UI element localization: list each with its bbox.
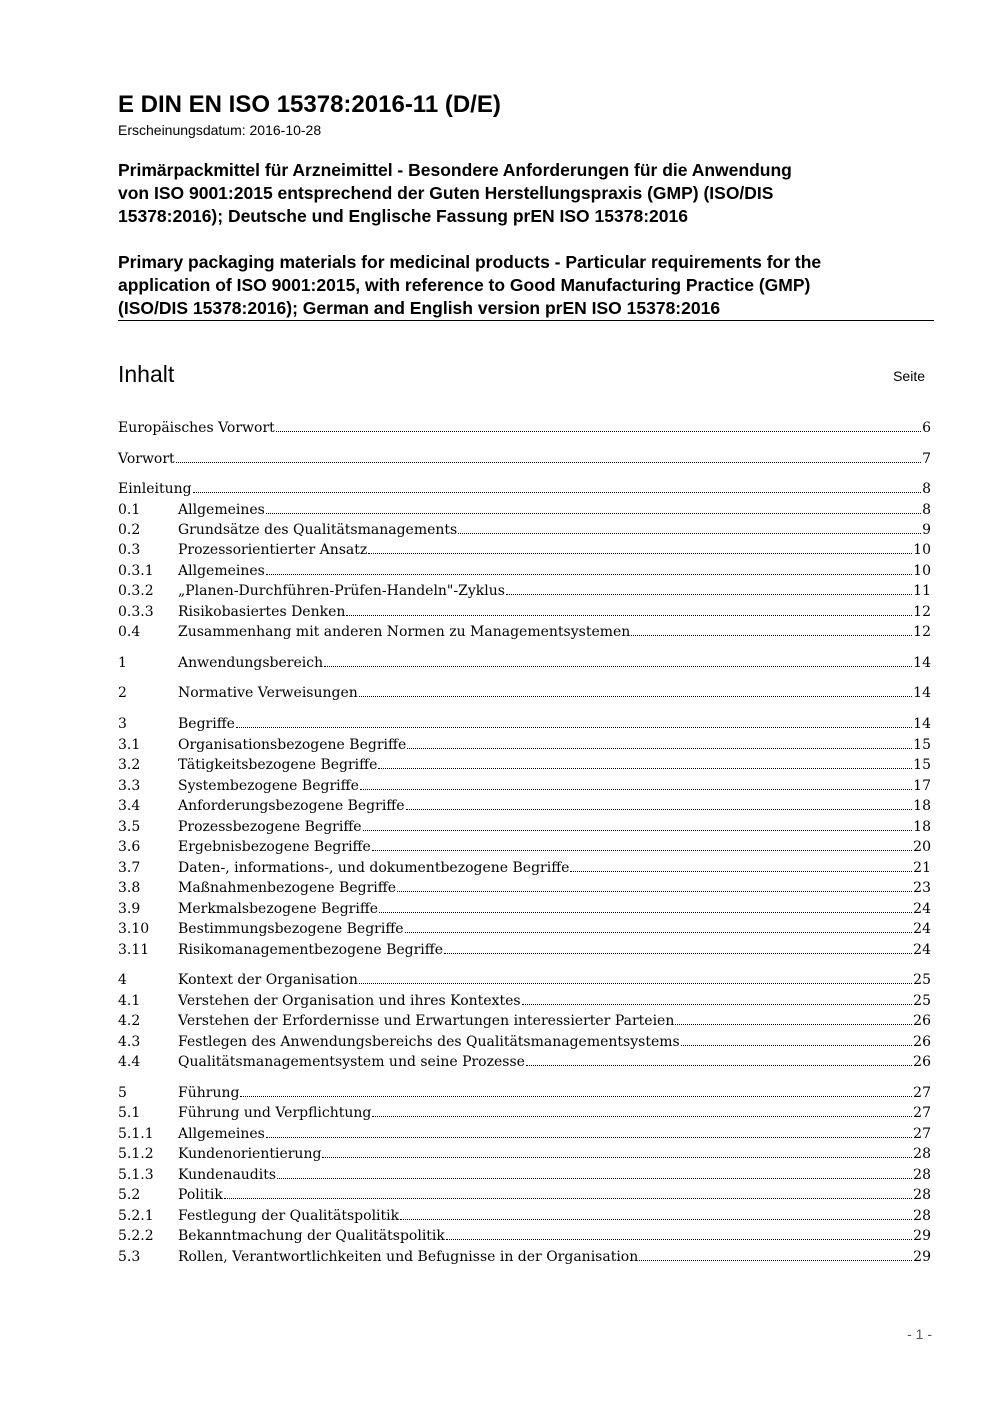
toc-entry-page: 26 — [913, 1013, 931, 1029]
toc-entry-number: 4 — [118, 972, 127, 988]
toc-entry[interactable] — [118, 519, 931, 539]
toc-entry[interactable] — [118, 601, 931, 621]
toc-entry[interactable] — [118, 1102, 931, 1122]
toc-entry-number: 5.2.1 — [118, 1208, 154, 1224]
toc-entry-title: Normative Verweisungen — [178, 685, 358, 701]
toc-entry-number: 3.8 — [118, 880, 141, 896]
toc-entry-title: Grundsätze des Qualitätsmanagements — [178, 522, 458, 538]
toc-dot-leader — [397, 877, 912, 892]
toc-dot-leader — [372, 836, 912, 851]
toc-entry[interactable] — [118, 1123, 931, 1143]
toc-entry[interactable] — [118, 621, 931, 641]
toc-dot-leader — [322, 1143, 912, 1158]
toc-entry-title: Politik — [178, 1187, 223, 1203]
toc-entry[interactable] — [118, 877, 931, 897]
toc-entry-number: 5.1.2 — [118, 1146, 154, 1162]
toc-entry-page: 29 — [913, 1249, 931, 1265]
toc-heading: Inhalt — [118, 361, 175, 387]
toc-entry-page: 21 — [913, 860, 931, 876]
toc-entry-number: 5.2.2 — [118, 1228, 154, 1244]
toc-entry-page: 9 — [922, 522, 931, 538]
toc-entry[interactable] — [118, 795, 931, 815]
title-german-line: 15378:2016); Deutsche und Englische Fassung prEN ISO 15378:2016 — [118, 206, 688, 226]
toc-entry-title: Führung — [178, 1085, 240, 1101]
toc-entry-title: Bekanntmachung der Qualitätspolitik — [178, 1228, 445, 1244]
toc-entry-number: 5.1.1 — [118, 1126, 154, 1142]
toc-dot-leader — [526, 1051, 912, 1066]
toc-entry-page: 17 — [913, 778, 931, 794]
toc-entry-number: 5.1 — [118, 1105, 141, 1121]
toc-entry[interactable] — [118, 560, 931, 580]
toc-entry[interactable] — [118, 969, 931, 989]
toc-dot-leader — [372, 1102, 912, 1117]
toc-entry-number: 5.2 — [118, 1187, 141, 1203]
toc-entry-page: 15 — [913, 737, 931, 753]
toc-dot-leader — [266, 560, 912, 575]
toc-entry-number: 5.3 — [118, 1249, 141, 1265]
toc-entry-title: Führung und Verpflichtung — [178, 1105, 372, 1121]
toc-entry[interactable] — [118, 1246, 931, 1266]
toc-entry[interactable] — [118, 939, 931, 959]
toc-entry-title: Anwendungsbereich — [178, 655, 324, 671]
title-german — [118, 159, 938, 228]
toc-entry-title: Vorwort — [118, 451, 175, 467]
toc-entry-number: 0.3.1 — [118, 563, 154, 579]
toc-entry-page: 29 — [913, 1228, 931, 1244]
toc-dot-leader — [266, 1123, 912, 1138]
toc-entry-number: 5 — [118, 1085, 127, 1101]
toc-entry-title: Europäisches Vorwort — [118, 420, 275, 436]
toc-entry[interactable] — [118, 990, 931, 1010]
toc-dot-leader — [276, 417, 921, 432]
toc-entry-number: 0.3.2 — [118, 583, 154, 599]
toc-entry-page: 26 — [913, 1034, 931, 1050]
title-english — [118, 251, 938, 320]
toc-entry-title: Qualitätsmanagementsystem und seine Prozesse — [178, 1054, 525, 1070]
toc-dot-leader — [360, 775, 912, 790]
toc-entry-number: 4.3 — [118, 1034, 141, 1050]
toc-entry-number: 3.4 — [118, 798, 141, 814]
toc-entry-title: „Planen-Durchführen-Prüfen-Handeln"-Zyklus — [178, 583, 505, 599]
title-german-line: Primärpackmittel für Arzneimittel - Besondere Anforderungen für die Anwendung — [118, 160, 792, 180]
toc-entry-title: Zusammenhang mit anderen Normen zu Managementsystemen — [178, 624, 631, 640]
toc-entry-title: Allgemeines — [178, 502, 265, 518]
toc-entry-number: 3.6 — [118, 839, 141, 855]
toc-dot-leader — [444, 939, 912, 954]
toc-dot-leader — [675, 1010, 912, 1025]
toc-entry-title: Anforderungsbezogene Begriffe — [178, 798, 405, 814]
toc-entry-number: 3.9 — [118, 901, 141, 917]
toc-entry[interactable] — [118, 417, 931, 437]
title-english-line: (ISO/DIS 15378:2016); German and English version prEN ISO 15378:2016 — [118, 298, 721, 318]
toc-dot-leader — [266, 499, 921, 514]
toc-dot-leader — [400, 1205, 912, 1220]
title-english-line: Primary packaging materials for medicinal products - Particular requirements for the — [118, 252, 822, 272]
toc-entry-title: Verstehen der Erfordernisse und Erwartungen interessierter Parteien — [178, 1013, 675, 1029]
toc-entry-page: 24 — [913, 942, 931, 958]
toc-entry-number: 0.3 — [118, 542, 141, 558]
toc-entry[interactable] — [118, 898, 931, 918]
toc-entry-number: 3.5 — [118, 819, 141, 835]
toc-entry-title: Bestimmungsbezogene Begriffe — [178, 921, 404, 937]
footer-page-number: - 1 - — [907, 1326, 932, 1342]
toc-dot-leader — [363, 816, 913, 831]
toc-entry[interactable] — [118, 682, 931, 702]
toc-entry-page: 27 — [913, 1085, 931, 1101]
toc-dot-leader — [406, 795, 913, 810]
toc-entry-title: Kundenaudits — [178, 1167, 277, 1183]
toc-dot-leader — [378, 754, 912, 769]
toc-entry-title: Festlegung der Qualitätspolitik — [178, 1208, 400, 1224]
toc-entry[interactable] — [118, 836, 931, 856]
toc-entry-number: 0.2 — [118, 522, 141, 538]
toc-entry-number: 3.1 — [118, 737, 141, 753]
toc-entry-page: 24 — [913, 901, 931, 917]
toc-entry-page: 12 — [913, 624, 931, 640]
toc-entry-number: 0.3.3 — [118, 604, 154, 620]
toc-entry[interactable] — [118, 857, 931, 877]
toc-entry-title: Systembezogene Begriffe — [178, 778, 359, 794]
toc-entry-page: 8 — [922, 481, 931, 497]
toc-entry-page: 12 — [913, 604, 931, 620]
toc-entry-title: Tätigkeitsbezogene Begriffe — [178, 757, 378, 773]
toc-entry[interactable] — [118, 1184, 931, 1204]
toc-entry-page: 28 — [913, 1187, 931, 1203]
publication-date: Erscheinungsdatum: 2016-10-28 — [118, 122, 322, 138]
toc-page-column-label: Seite — [893, 368, 925, 384]
toc-entry[interactable] — [118, 713, 931, 733]
toc-entry-number: 3.11 — [118, 942, 150, 958]
toc-entry-page: 14 — [913, 655, 931, 671]
title-german-line: von ISO 9001:2015 entsprechend der Guten Herstellungspraxis (GMP) (ISO/DIS — [118, 183, 774, 203]
toc-entry-title: Maßnahmenbezogene Begriffe — [178, 880, 396, 896]
standard-id: E DIN EN ISO 15378:2016-11 (D/E) — [118, 91, 501, 118]
toc-entry-number: 4.4 — [118, 1054, 141, 1070]
toc-entry[interactable] — [118, 775, 931, 795]
toc-dot-leader — [193, 478, 922, 493]
toc-entry-page: 28 — [913, 1146, 931, 1162]
toc-entry[interactable] — [118, 1225, 931, 1245]
toc-entry-page: 11 — [913, 583, 931, 599]
toc-entry-page: 18 — [913, 798, 931, 814]
toc-entry-number: 0.4 — [118, 624, 141, 640]
toc-dot-leader — [359, 682, 912, 697]
toc-dot-leader — [277, 1164, 912, 1179]
toc-entry-page: 14 — [913, 716, 931, 732]
toc-entry[interactable] — [118, 1164, 931, 1184]
toc-dot-leader — [446, 1225, 912, 1240]
toc-entry-page: 8 — [922, 502, 931, 518]
toc-dot-leader — [240, 1082, 912, 1097]
toc-entry-title: Allgemeines — [178, 1126, 265, 1142]
toc-entry[interactable] — [118, 478, 931, 498]
toc-entry-number: 4.2 — [118, 1013, 141, 1029]
toc-dot-leader — [631, 621, 912, 636]
toc-entry-title: Kontext der Organisation — [178, 972, 358, 988]
toc-entry[interactable] — [118, 1082, 931, 1102]
title-english-line: application of ISO 9001:2015, with reference to Good Manufacturing Practice (GMP) — [118, 275, 811, 295]
toc-dot-leader — [379, 898, 912, 913]
toc-entry-page: 14 — [913, 685, 931, 701]
toc-entry-number: 3.10 — [118, 921, 150, 937]
toc-entry[interactable] — [118, 1143, 931, 1163]
toc-entry-title: Prozessbezogene Begriffe — [178, 819, 362, 835]
toc-entry-page: 20 — [913, 839, 931, 855]
toc-dot-leader — [359, 969, 912, 984]
toc-entry-title: Festlegen des Anwendungsbereichs des Qualitätsmanagementsystems — [178, 1034, 680, 1050]
toc-dot-leader — [458, 519, 921, 534]
toc-dot-leader — [506, 580, 912, 595]
toc-dot-leader — [346, 601, 912, 616]
toc-entry[interactable] — [118, 1205, 931, 1225]
toc-entry-page: 28 — [913, 1208, 931, 1224]
toc-dot-leader — [368, 539, 912, 554]
toc-entry-title: Organisationsbezogene Begriffe — [178, 737, 407, 753]
toc-entry-title: Allgemeines — [178, 563, 265, 579]
toc-dot-leader — [570, 857, 912, 872]
toc-entry[interactable] — [118, 1051, 931, 1071]
toc-entry-page: 27 — [913, 1126, 931, 1142]
title-divider — [118, 320, 934, 321]
toc-entry[interactable] — [118, 539, 931, 559]
toc-entry-number: 0.1 — [118, 502, 141, 518]
toc-entry[interactable] — [118, 816, 931, 836]
toc-entry-page: 25 — [913, 993, 931, 1009]
toc-entry-page: 27 — [913, 1105, 931, 1121]
toc-entry-title: Risikobasiertes Denken — [178, 604, 346, 620]
toc-entry-page: 15 — [913, 757, 931, 773]
toc-entry[interactable] — [118, 580, 931, 600]
toc-entry[interactable] — [118, 754, 931, 774]
toc-entry-number: 5.1.3 — [118, 1167, 154, 1183]
toc-entry[interactable] — [118, 448, 931, 468]
toc-dot-leader — [324, 652, 912, 667]
toc-dot-leader — [236, 713, 912, 728]
toc-entry[interactable] — [118, 734, 931, 754]
toc-entry-number: 3.2 — [118, 757, 141, 773]
toc-dot-leader — [639, 1246, 912, 1261]
toc-entry-title: Rollen, Verantwortlichkeiten und Befugnisse in der Organisation — [178, 1249, 639, 1265]
toc-entry-number: 3.3 — [118, 778, 141, 794]
toc-entry-title: Einleitung — [118, 481, 192, 497]
toc-entry[interactable] — [118, 1031, 931, 1051]
toc-entry-title: Daten-, informations-, und dokumentbezogene Begriffe — [178, 860, 570, 876]
toc-entry-number: 1 — [118, 655, 127, 671]
toc-dot-leader — [681, 1031, 912, 1046]
toc-entry-number: 4.1 — [118, 993, 141, 1009]
toc-dot-leader — [405, 918, 913, 933]
toc-entry[interactable] — [118, 1010, 931, 1030]
toc-entry-page: 26 — [913, 1054, 931, 1070]
toc-entry-title: Ergebnisbezogene Begriffe — [178, 839, 371, 855]
toc-entry-title: Kundenorientierung — [178, 1146, 322, 1162]
toc-dot-leader — [407, 734, 912, 749]
toc-entry-title: Merkmalsbezogene Begriffe — [178, 901, 379, 917]
toc-entry-title: Begriffe — [178, 716, 235, 732]
toc-dot-leader — [176, 448, 921, 463]
toc-entry-page: 7 — [922, 451, 931, 467]
toc-entry-page: 25 — [913, 972, 931, 988]
toc-entry-page: 18 — [913, 819, 931, 835]
toc-entry-number: 3 — [118, 716, 127, 732]
toc-entry-title: Risikomanagementbezogene Begriffe — [178, 942, 444, 958]
toc-dot-leader — [224, 1184, 912, 1199]
toc-dot-leader — [522, 990, 913, 1005]
toc-entry-number: 3.7 — [118, 860, 141, 876]
toc-entry[interactable] — [118, 918, 931, 938]
toc-entry-page: 28 — [913, 1167, 931, 1183]
toc-entry-page: 10 — [913, 563, 931, 579]
toc-entry[interactable] — [118, 652, 931, 672]
toc-entry-page: 24 — [913, 921, 931, 937]
toc-entry-page: 10 — [913, 542, 931, 558]
toc-entry-title: Prozessorientierter Ansatz — [178, 542, 368, 558]
toc-entry-page: 23 — [913, 880, 931, 896]
toc-entry-number: 2 — [118, 685, 127, 701]
toc-entry-title: Verstehen der Organisation und ihres Kontextes — [178, 993, 521, 1009]
toc-entry-page: 6 — [922, 420, 931, 436]
toc-entry[interactable] — [118, 499, 931, 519]
